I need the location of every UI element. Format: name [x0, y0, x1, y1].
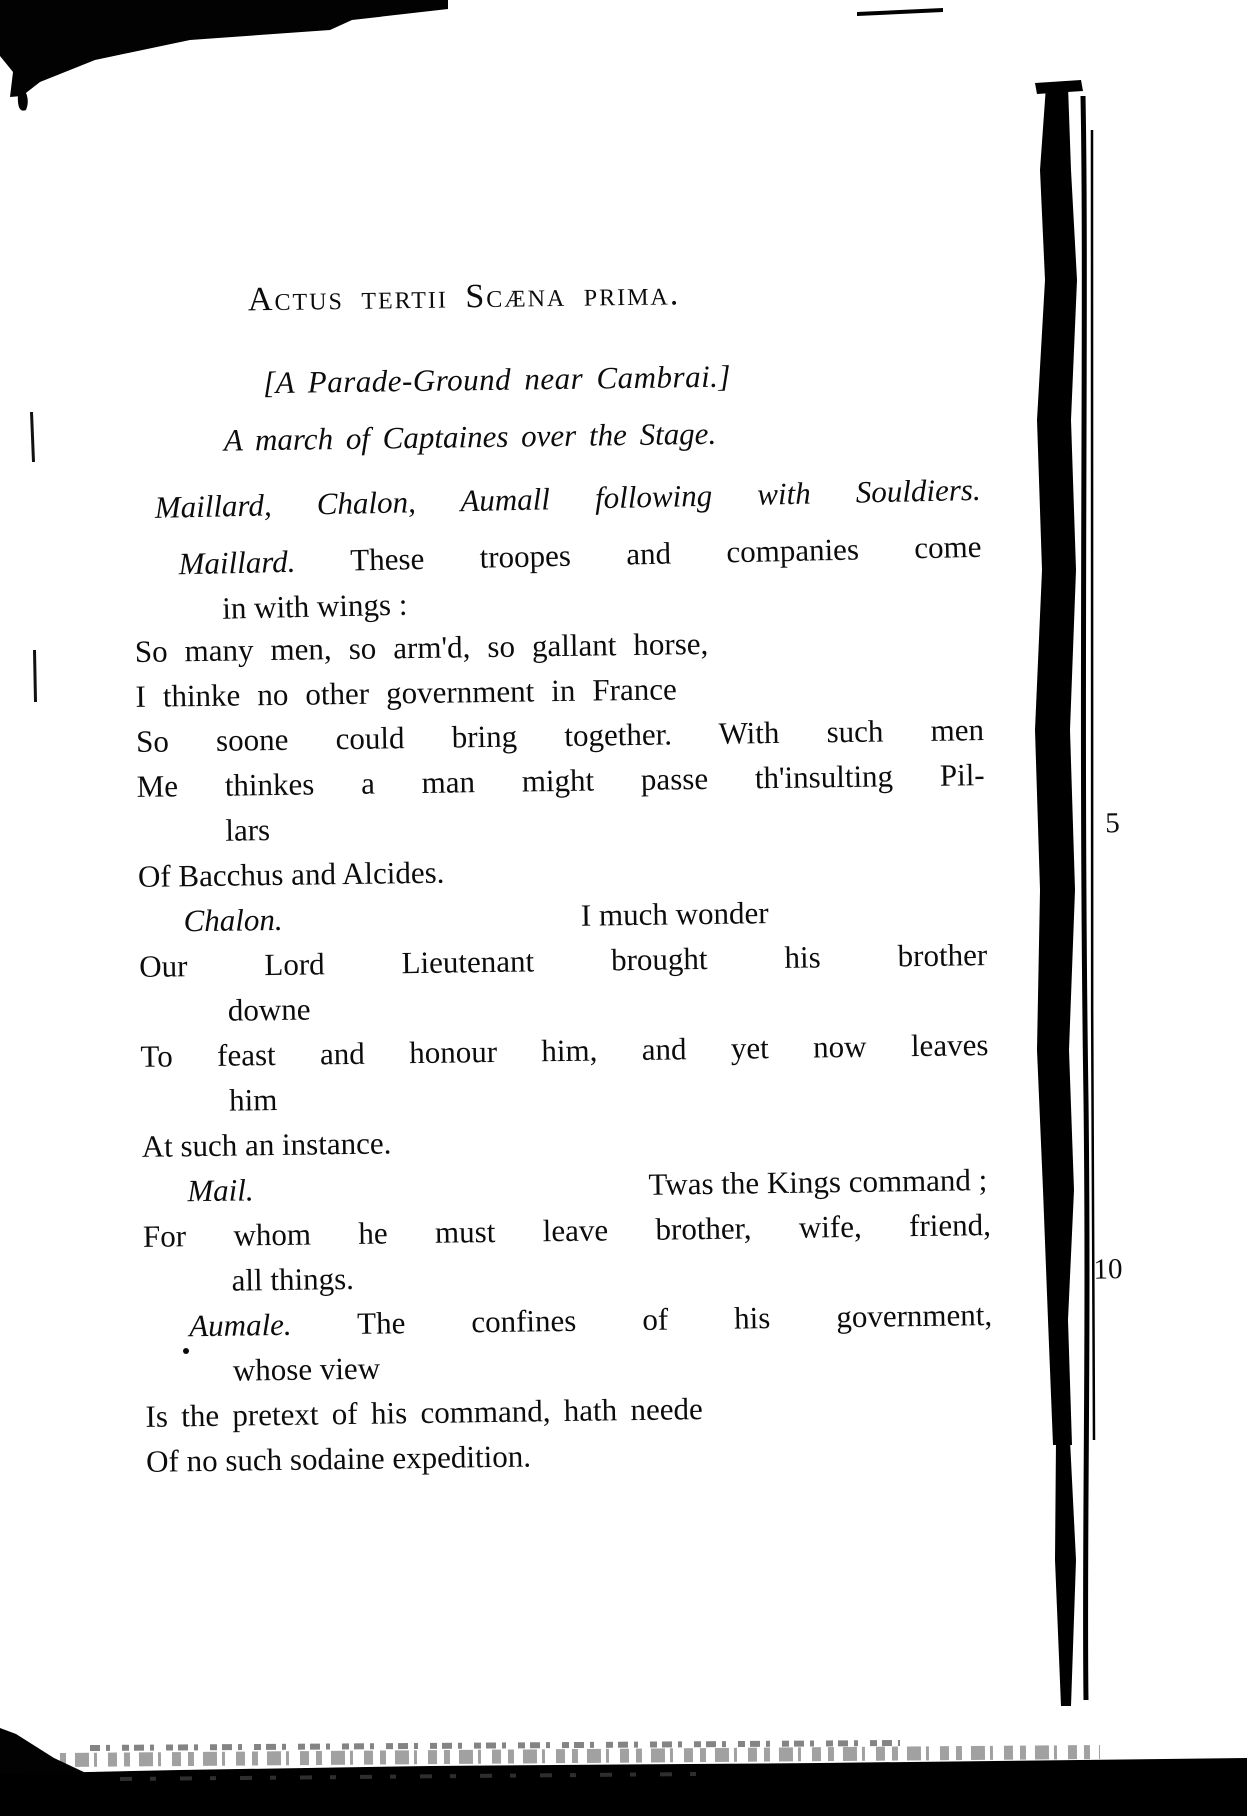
right-binding-streak-thin-2	[1092, 130, 1094, 1440]
verse-text: Our Lord Lieutenant brought his brother	[138, 937, 988, 984]
verse-text: him	[228, 1081, 278, 1118]
dialogue-block	[133, 527, 1123, 1484]
verse-text: lars	[225, 812, 271, 848]
verse-text: So many men, so arm'd, so gallant horse,	[134, 625, 709, 669]
top-left-scan-blob	[0, 0, 448, 97]
verse-text: To feast and honour him, and yet now leaves	[140, 1027, 989, 1074]
verse-text: These troopes and companies come	[349, 528, 982, 578]
verse-text: For whom he must leave brother, wife, friend,	[142, 1207, 992, 1254]
verse-text: The confines of his government,	[356, 1297, 993, 1341]
verse-text: in with wings :	[221, 586, 408, 626]
margin-line-number-5: 5	[1105, 807, 1121, 840]
bottom-speckle-band-2	[90, 1743, 900, 1748]
verse-text: Of Bacchus and Alcides.	[137, 854, 445, 894]
right-binding-streak-main	[1035, 86, 1077, 1445]
speaker-name: Chalon.	[183, 901, 283, 939]
top-left-hook-mark	[18, 86, 28, 111]
margin-line-number-10: 10	[1093, 1253, 1123, 1286]
verse-text: At such an instance.	[141, 1125, 392, 1164]
right-binding-tick	[1035, 80, 1083, 94]
page-text-block	[130, 270, 1123, 1484]
speaker-name: Mail.	[187, 1172, 254, 1209]
verse-text: Is the pretext of his command, hath neede	[145, 1391, 703, 1434]
verse-text: Twas the Kings command ;	[648, 1162, 988, 1202]
top-right-rule	[857, 8, 943, 16]
stage-direction-entrance: Maillard, Chalon, Aumall following with Souldiers.	[154, 471, 981, 525]
verse-text: I thinke no other government in France	[135, 671, 677, 714]
verse-text: whose view	[232, 1350, 381, 1388]
speaker-name: Maillard.	[178, 543, 296, 582]
verse-text: I much wonder	[580, 895, 769, 933]
scene-heading: Actus tertii Scæna prima.	[247, 275, 681, 319]
verse-text: So soone could bring together. With such men	[135, 712, 985, 759]
verse-text: downe	[227, 991, 311, 1028]
verse-text: Of no such sodaine expedition.	[145, 1438, 532, 1479]
bottom-bar-texture	[120, 1774, 700, 1779]
left-margin-mark-upper	[30, 412, 35, 462]
left-margin-mark-lower	[33, 650, 37, 702]
speaker-name: Aumale.	[188, 1306, 292, 1344]
stage-direction-setting: [A Parade-Ground near Cambrai.]	[262, 358, 732, 401]
verse-line	[183, 890, 769, 943]
right-binding-streak-lower	[1055, 1440, 1076, 1706]
verse-text: Me thinkes a man might passe th'insulting Pil-	[136, 757, 985, 804]
stage-direction-march: A march of Captaines over the Stage.	[223, 415, 717, 458]
bottom-scan-bar	[0, 1758, 1247, 1816]
right-binding-streak-thin-1	[1083, 96, 1087, 1700]
bottom-left-corner-wedge	[0, 1728, 88, 1774]
verse-text: all things.	[231, 1260, 355, 1298]
bottom-speckle-band	[60, 1752, 1100, 1760]
